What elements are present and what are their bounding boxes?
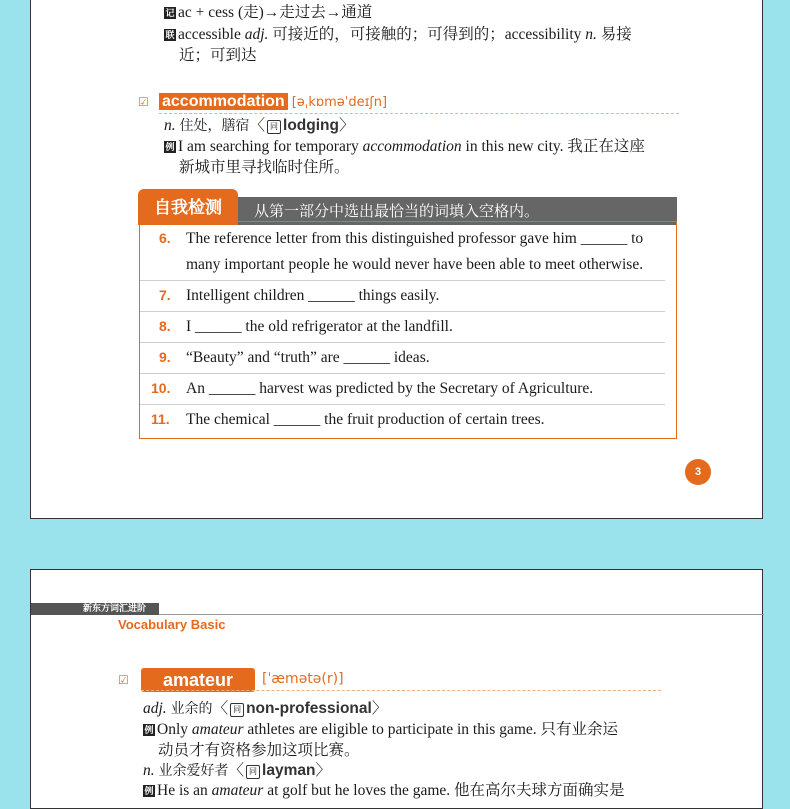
question-row <box>140 281 665 312</box>
question-row <box>140 374 665 405</box>
example-marker-icon: 例 <box>144 786 154 796</box>
example-marker-icon: 例 <box>144 725 154 735</box>
question-row <box>140 343 665 374</box>
divider <box>141 690 661 691</box>
phonetic: [ˈæmətə(r)] <box>262 671 344 687</box>
question-row <box>140 312 665 343</box>
checkbox-icon[interactable]: ☑ <box>138 95 149 109</box>
question-number: 10. <box>151 380 171 396</box>
question-text: I ______ the old refrigerator at the landfill. <box>186 318 453 335</box>
etymology-line: 记 ac + cess (走)→走过去→通道 <box>165 4 373 21</box>
divider <box>159 113 679 114</box>
question-number: 6. <box>159 230 171 246</box>
page-top <box>30 0 763 519</box>
question-text: An ______ harvest was predicted by the Secretary of Agriculture. <box>186 380 594 397</box>
question-number: 7. <box>159 287 171 303</box>
association-line: 联 accessible adj. 可接近的，可接触的；可得到的；accessibility n. 易接 <box>165 26 632 43</box>
series-subtitle: Vocabulary Basic <box>118 617 226 632</box>
headword: amateur <box>141 668 255 692</box>
entry-headword-row <box>159 92 387 113</box>
quiz-instruction: 从第一部分中选出最恰当的词填入空格内。 <box>254 202 540 220</box>
question-number: 9. <box>159 349 171 365</box>
example-line-cont: 新城市里寻找临时住所。 <box>179 159 350 176</box>
question-text-cont: many important people he would never have been able to meet otherwise. <box>186 256 644 273</box>
phonetic: [əˌkɒməˈdeɪʃn] <box>291 95 388 110</box>
page-number-badge: 3 <box>685 459 711 485</box>
question-text: Intelligent children ______ things easily. <box>186 287 440 304</box>
example-line: 例 He is an amateur at golf but he loves the game. 他在高尔夫球方面确实是 <box>144 782 625 799</box>
synonym-marker-icon: 同 <box>267 120 281 134</box>
page-bottom <box>30 569 763 809</box>
sense-line: n. 业余爱好者〈 同 layman〉 <box>143 762 331 779</box>
question-row <box>140 405 665 435</box>
question-text: The reference letter from this distinguished professor gave him ______ to <box>186 230 644 247</box>
question-number: 11. <box>151 411 170 427</box>
example-line-cont: 动员才有资格参加这项比赛。 <box>158 742 360 759</box>
sense-line: n. 住处，膳宿〈 同 lodging〉 <box>164 117 355 134</box>
association-line-cont: 近；可到达 <box>179 47 257 64</box>
question-number: 8. <box>159 318 171 334</box>
series-rule <box>159 614 764 615</box>
question-text: “Beauty” and “truth” are ______ ideas. <box>186 349 430 366</box>
quiz-tab: 自我检测 <box>138 189 238 225</box>
memory-marker-icon: 记 <box>165 8 175 18</box>
question-text: The chemical ______ the fruit production of certain trees. <box>186 411 545 428</box>
synonym: non-professional <box>246 700 372 717</box>
synonym: layman <box>262 762 316 779</box>
synonym-marker-icon: 同 <box>230 703 244 717</box>
quiz-box <box>139 221 677 439</box>
checkbox-icon[interactable]: ☑ <box>118 673 129 687</box>
synonym-marker-icon: 同 <box>246 765 260 779</box>
example-line: 例 I am searching for temporary accommodation in this new city. 我正在这座 <box>165 138 645 155</box>
series-label: 新东方词汇进阶 <box>83 604 147 614</box>
association-marker-icon: 联 <box>165 30 175 40</box>
example-marker-icon: 例 <box>165 142 175 152</box>
example-line: 例 Only amateur athletes are eligible to participate in this game. 只有业余运 <box>144 721 619 738</box>
question-row <box>140 224 665 281</box>
headword: accommodation <box>159 93 288 110</box>
synonym: lodging <box>283 117 339 134</box>
sense-line: adj. 业余的〈 同 non-professional〉 <box>143 700 388 717</box>
